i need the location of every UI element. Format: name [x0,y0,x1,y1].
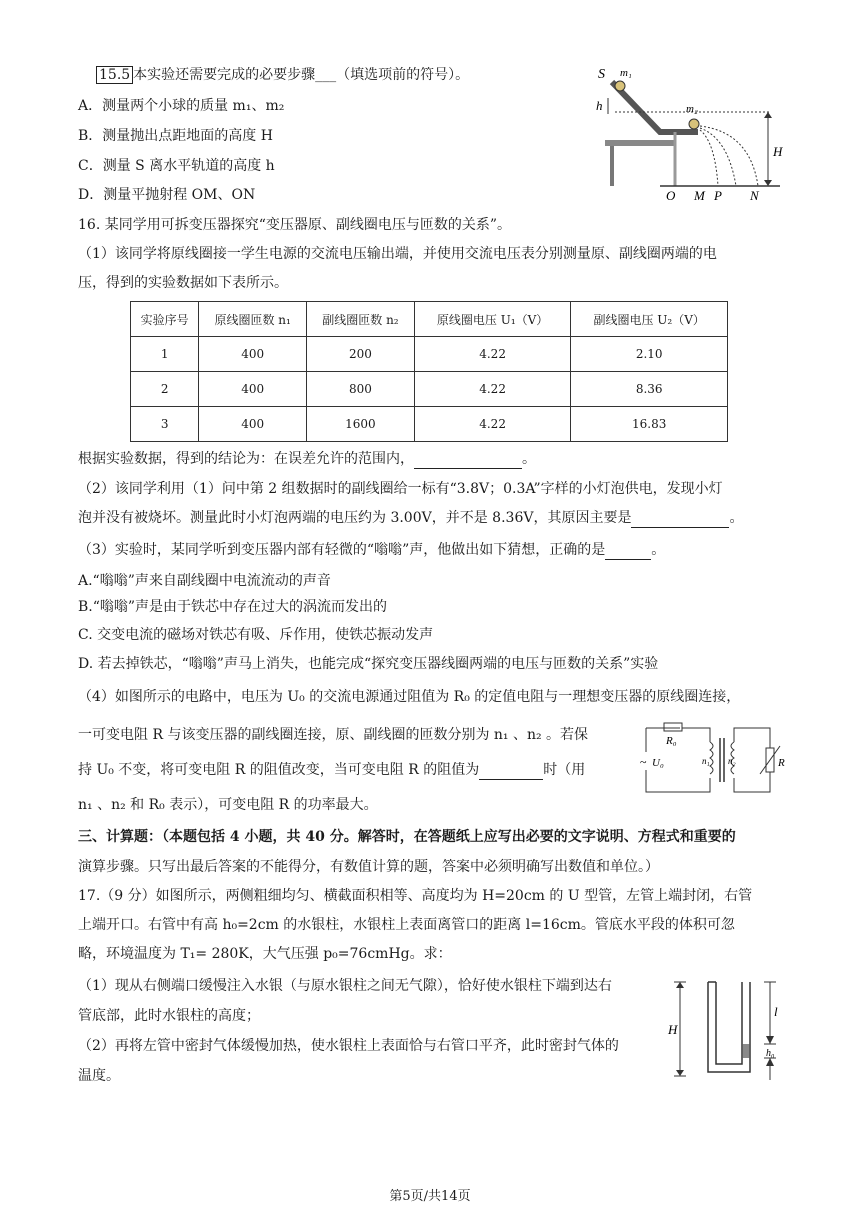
q17-line3: 略，环境温度为 T₁= 280K，大气压强 p₀=76cmHg。求： [78,946,452,962]
q16-title: 16. 某同学用可拆变压器探究“变压器原、副线圈电压与匝数的关系”。 [78,217,512,233]
table-row [131,407,728,442]
q15-5-stem: 本实验还需要完成的必要步骤___（填选项前的符号）。 [133,67,470,83]
table-cell: 200 [307,337,415,372]
u-tube-outer [708,982,750,1072]
q15-5-option-b: B．测量抛出点距地面的高度 H [78,128,273,144]
resistor-r0 [664,723,682,731]
q16-part1-line1: （1）该同学将原线圈接一学生电源的交流电压输出端，并使用交流电压表分别测量原、副线圈两端的电 [78,246,717,262]
label-M: M [694,188,705,203]
table-cell: 3 [131,407,199,442]
q16-part4-line3b: 时（用 [543,762,586,778]
trajectory-n [700,126,758,186]
label-m1: m₁ [620,67,632,79]
q16-part3-option-b: B.“嗡嗡”声是由于铁芯中存在过大的涡流而发出的 [78,599,388,615]
table-cell: 1 [131,337,199,372]
label-N: N [750,188,759,203]
q15-5-option-c: C．测量 S 离水平轨道的高度 h [78,158,275,174]
q15-5-option-a: A．测量两个小球的质量 m₁、m₂ [78,98,285,114]
transformer-data-table [130,301,728,442]
q16-part3-option-d: D. 若去掉铁芯，“嗡嗡”声马上消失，也能完成“探究变压器线圈两端的电压与匝数的关系”实验 [78,656,659,672]
q16-part1-line2: 压，得到的实验数据如下表所示。 [78,275,288,291]
answer-blank[interactable] [605,543,651,560]
variable-resistor-arrow [760,746,780,774]
q16-part2-line1: （2）该同学利用（1）问中第 2 组数据时的副线圈给一标有“3.8V；0.3A”字样的小灯泡供电，发现小灯 [78,481,723,497]
q17-line2: 上端开口。右管中有高 h₀=2cm 的水银柱，水银柱上表面离管口的距离 l=16cm。管底水平段的体积可忽 [78,917,735,933]
ball-m1 [615,81,625,91]
transformer-circuit-figure [640,718,790,800]
table-cell: 2.10 [571,337,728,372]
table-cell: 8.36 [571,372,728,407]
label-s: S [598,67,605,82]
label-H: H [773,144,783,159]
table-row [131,337,728,372]
primary-coil [710,742,713,774]
q16-conclusion-line: 根据实验数据，得到的结论为：在误差允许的范围内， 。 [78,451,536,467]
q17-sub1-line2: 管底部，此时水银柱的高度； [78,1008,260,1024]
label-n2: n₂ [728,756,736,766]
ball-m2 [689,119,699,129]
arrow-head [766,1036,774,1044]
answer-blank[interactable] [631,511,729,528]
ac-source-symbol: ~ [640,755,647,769]
section3-heading-line1 [78,827,736,847]
collision-apparatus-figure [590,62,790,204]
table-cell: 2 [131,372,199,407]
table-cell: 4.22 [414,337,571,372]
answer-blank[interactable] [414,452,522,469]
q16-part4-line2: 一可变电阻 R 与该变压器的副线圈连接，原、副线圈的匝数分别为 n₁ 、n₂ 。若保 [78,727,589,743]
q17-line1: 17.（9 分）如图所示，两侧粗细均匀、横截面积相等、高度均为 H=20cm 的 U 型管，左管上端封闭，右管 [78,888,753,904]
H-arrow-head-up [764,112,772,118]
label-r0: R₀ [666,735,677,747]
label-u0: U₀ [652,757,664,769]
arrow-head [766,1058,774,1066]
table-header-cell: 副线圈电压 U₂（V） [571,302,728,337]
wire [646,770,710,792]
q16-part4-line1: （4）如图所示的电路中，电压为 U₀ 的交流电源通过阻值为 R₀ 的定值电阻与一理想变压器的原线圈连接， [78,689,741,705]
q16-part2-line2-wrap: 泡并没有被烧坏。测量此时小灯泡两端的电压约为 3.00V，并不是 8.36V，其原因主要是 。 [78,510,744,526]
q16-part2-line2: 泡并没有被烧坏。测量此时小灯泡两端的电压约为 3.00V，并不是 8.36V，其原因主要是 [78,510,632,526]
q16-part3: （3）实验时，某同学听到变压器内部有轻微的“嗡嗡”声，他做出如下猜想，正确的是 [78,542,606,558]
label-n1: n₁ [702,756,710,766]
table-header-cell: 副线圈匝数 n₂ [307,302,415,337]
table-cell: 800 [307,372,415,407]
label-r: R [778,757,785,769]
q16-conclusion: 根据实验数据，得到的结论为：在误差允许的范围内， [78,451,414,467]
arrow-head [676,982,684,988]
u-tube-figure [662,976,790,1086]
table-top [605,140,675,146]
trajectory-m [700,130,718,186]
table-header-cell: 实验序号 [131,302,199,337]
q16-part4-line3-wrap [78,760,585,780]
q16-part3-wrap: （3）实验时，某同学听到变压器内部有轻微的“嗡嗡”声，他做出如下猜想，正确的是 。 [78,542,666,558]
label-h0: h₀ [766,1048,775,1059]
mercury-column [743,1044,750,1058]
u-tube-inner [716,982,742,1064]
table-cell: 400 [199,337,307,372]
q17-sub2-line1: （2）再将左管中密封气体缓慢加热，使水银柱上表面恰与右管口平齐，此时密封气体的 [78,1038,619,1054]
label-P: P [714,188,722,203]
q15-5-stem-line [96,65,469,85]
q16-part4-line4: n₁ 、n₂ 和 R₀ 表示），可变电阻 R 的功率最大。 [78,797,378,813]
label-h: h [596,98,603,113]
table-header-cell: 原线圈电压 U₁（V） [414,302,571,337]
section3-heading-line2: 演算步骤。只写出最后答案的不能得分，有数值计算的题，答案中必须明确写出数值和单位。） [78,859,659,875]
label-H: H [668,1022,678,1037]
q17-sub2-line2: 温度。 [78,1068,120,1084]
table-cell: 400 [199,407,307,442]
page-footer: 第5页/共14页 [389,1189,471,1204]
wire [734,728,770,748]
wire [734,772,770,792]
table-cell: 400 [199,372,307,407]
table-cell: 1600 [307,407,415,442]
q17-sub1-line1: （1）现从右侧端口缓慢注入水银（与原水银柱之间无气隙），恰好使水银柱下端到达右 [78,978,612,994]
section3-line1: 三、计算题：（本题包括 4 小题，共 40 分。解答时，在答题纸上应写出必要的文字说明、方程式和重要的 [78,829,736,845]
table-header-cell: 原线圈匝数 n₁ [199,302,307,337]
H-arrow-head-down [764,180,772,186]
table-cell: 16.83 [571,407,728,442]
arrow-head [676,1070,684,1076]
table-cell: 4.22 [414,407,571,442]
q16-part3-option-a: A.“嗡嗡”声来自副线圈中电流流动的声音 [78,573,331,589]
table-row [131,372,728,407]
table-header-row [131,302,728,337]
answer-blank[interactable] [479,763,543,780]
q16-part4-line3a: 持 U₀ 不变，将可变电阻 R 的阻值改变，当可变电阻 R 的阻值为 [78,762,480,778]
label-O: O [666,188,676,203]
table-cell: 4.22 [414,372,571,407]
question-number-box: 15.5 [96,66,133,84]
wire [682,728,710,742]
q15-5-option-d: D．测量平抛射程 OM、ON [78,187,256,203]
label-l: l [774,1004,778,1019]
label-m2: m₂ [686,103,698,115]
q16-part3-option-c: C. 交变电流的磁场对铁芯有吸、斥作用，使铁芯振动发声 [78,627,434,643]
